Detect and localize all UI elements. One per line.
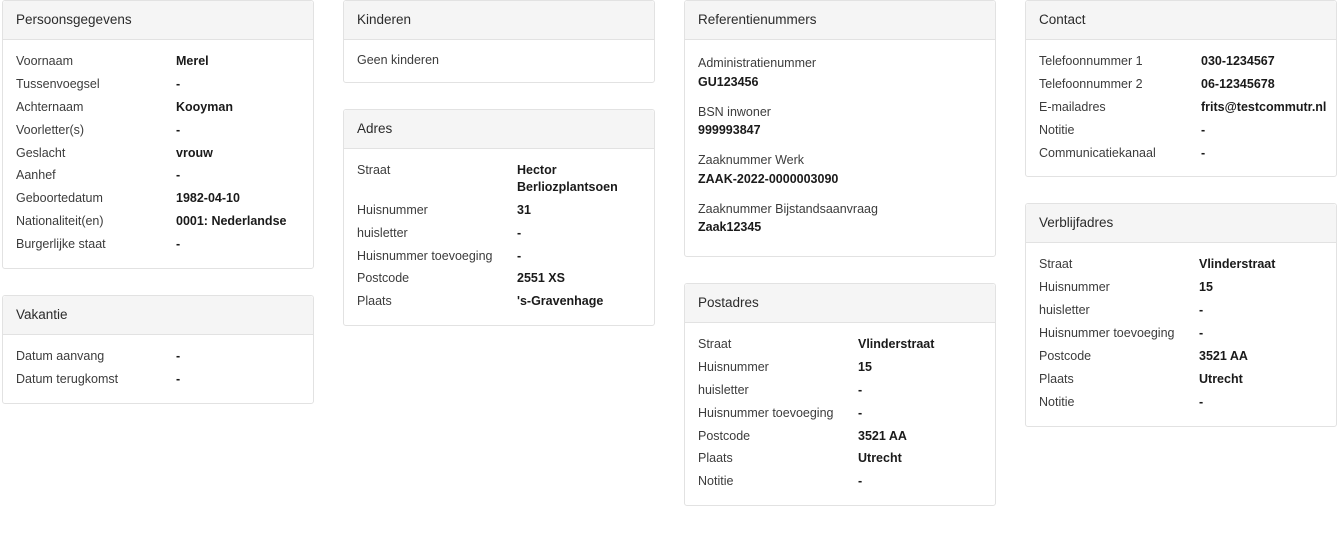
card-title: Referentienummers	[685, 1, 995, 40]
field-value: -	[176, 371, 181, 386]
field-value: Utrecht	[1199, 371, 1243, 386]
column-2	[343, 0, 655, 352]
field-value: -	[1201, 145, 1206, 160]
field-row	[16, 96, 300, 119]
field-row	[1039, 299, 1323, 322]
field-row	[16, 345, 300, 368]
field-value: frits@testcommutr.nl	[1201, 99, 1327, 114]
field-label: Huisnummer toevoeging	[357, 248, 493, 263]
card-body	[685, 323, 995, 505]
field-label: Geboortedatum	[16, 191, 103, 206]
column-1	[2, 0, 314, 430]
field-value: Zaak12345	[698, 220, 762, 235]
card-body	[1026, 40, 1336, 176]
field-label: Geslacht	[16, 145, 66, 160]
field-row	[357, 245, 641, 268]
field-row	[16, 210, 300, 233]
field-label: huisletter	[357, 225, 408, 240]
field-label: Huisnummer toevoeging	[698, 405, 834, 420]
field-row	[16, 73, 300, 96]
card-referentienummers	[684, 0, 996, 257]
field-row	[698, 447, 982, 470]
card-title: Postadres	[685, 284, 995, 323]
field-value: -	[176, 348, 181, 363]
column-4	[1025, 0, 1337, 453]
card-persoonsgegevens	[2, 0, 314, 269]
field-value: -	[517, 248, 522, 263]
field-row	[357, 267, 641, 290]
field-row	[1039, 391, 1323, 414]
card-title: Kinderen	[344, 1, 654, 40]
card-body	[3, 40, 313, 268]
field-row	[1039, 50, 1323, 73]
field-row	[1039, 276, 1323, 299]
field-row	[357, 290, 641, 313]
field-label: Aanhef	[16, 168, 56, 183]
field-label: Datum terugkomst	[16, 371, 119, 386]
card-title: Vakantie	[3, 296, 313, 335]
field-label: Plaats	[1039, 371, 1074, 386]
field-row	[16, 142, 300, 165]
field-label: E-mailadres	[1039, 99, 1106, 114]
field-row	[16, 233, 300, 256]
field-label: Straat	[357, 163, 391, 177]
field-row	[16, 187, 300, 210]
field-value: ZAAK-2022-0000003090	[698, 171, 839, 186]
field-label: Voornaam	[16, 54, 73, 68]
field-label: Communicatiekanaal	[1039, 145, 1156, 160]
field-row	[698, 196, 982, 245]
field-label: Postcode	[1039, 348, 1092, 363]
field-value: 's-Gravenhage	[517, 294, 604, 309]
field-value: -	[1201, 122, 1206, 137]
field-label: Nationaliteit(en)	[16, 214, 104, 229]
field-value: 15	[1199, 280, 1213, 295]
field-value: -	[176, 76, 181, 91]
field-label: huisletter	[1039, 303, 1090, 318]
field-label: Notitie	[698, 474, 734, 489]
column-3	[684, 0, 996, 532]
field-value: -	[1199, 394, 1204, 409]
field-value: Vlinderstraat	[1199, 257, 1276, 272]
field-value: -	[858, 474, 863, 489]
field-label: Tussenvoegsel	[16, 76, 100, 91]
card-body	[1026, 243, 1336, 425]
card-body	[3, 335, 313, 403]
card-body	[685, 40, 995, 256]
card-postadres	[684, 283, 996, 506]
field-row	[1039, 73, 1323, 96]
field-label: huisletter	[698, 382, 749, 397]
field-value: 06-12345678	[1201, 76, 1275, 91]
field-value: 030-1234567	[1201, 54, 1275, 68]
field-row	[698, 470, 982, 493]
card-title: Verblijfadres	[1026, 204, 1336, 243]
field-row	[16, 50, 300, 73]
field-label: Notitie	[1039, 122, 1075, 137]
field-row	[16, 164, 300, 187]
field-label: Zaaknummer Bijstandsaanvraag	[698, 201, 878, 216]
field-row	[698, 402, 982, 425]
field-value: 3521 AA	[1199, 348, 1248, 363]
field-value: vrouw	[176, 145, 213, 160]
field-label: Straat	[1039, 257, 1073, 272]
field-label: BSN inwoner	[698, 104, 771, 119]
field-value: -	[858, 405, 863, 420]
card-contact	[1025, 0, 1337, 177]
field-row	[16, 368, 300, 391]
field-value: Vlinderstraat	[858, 337, 935, 351]
field-value: -	[858, 382, 863, 397]
field-value: -	[1199, 326, 1204, 340]
field-label: Plaats	[357, 294, 392, 309]
field-label: Straat	[698, 337, 732, 351]
card-title: Adres	[344, 110, 654, 149]
card-adres	[343, 109, 655, 326]
card-verblijfadres	[1025, 203, 1337, 426]
field-label: Huisnummer	[357, 202, 428, 217]
field-row	[698, 425, 982, 448]
field-row	[1039, 368, 1323, 391]
field-label: Postcode	[357, 271, 410, 286]
field-label: Huisnummer	[698, 359, 769, 374]
empty-state-text: Geen kinderen	[357, 53, 440, 67]
card-body	[344, 40, 654, 82]
field-value: Hector Berliozplantsoen	[517, 163, 618, 194]
field-label: Telefoonnummer 1	[1039, 54, 1143, 68]
field-value: -	[176, 237, 181, 251]
field-value: Kooyman	[176, 99, 233, 114]
field-label: Burgerlijke staat	[16, 237, 106, 251]
field-row	[698, 379, 982, 402]
field-value: 31	[517, 202, 531, 217]
field-value: -	[517, 225, 522, 240]
field-value: -	[176, 122, 181, 137]
field-value: 3521 AA	[858, 428, 907, 443]
field-value: -	[176, 168, 181, 183]
card-title: Persoonsgegevens	[3, 1, 313, 40]
field-row	[698, 333, 982, 356]
card-body	[344, 149, 654, 325]
field-label: Achternaam	[16, 99, 84, 114]
card-kinderen	[343, 0, 655, 83]
field-row	[357, 159, 641, 199]
field-row	[1039, 96, 1327, 119]
field-label: Plaats	[698, 451, 733, 466]
field-label: Notitie	[1039, 394, 1075, 409]
field-row	[357, 222, 641, 245]
field-row	[1039, 322, 1323, 345]
field-label: Zaaknummer Werk	[698, 153, 805, 167]
field-label: Datum aanvang	[16, 348, 105, 363]
card-title: Contact	[1026, 1, 1336, 40]
field-label: Voorletter(s)	[16, 122, 85, 137]
field-row	[698, 147, 982, 196]
field-label: Telefoonnummer 2	[1039, 76, 1143, 91]
field-row	[1039, 119, 1323, 142]
field-value: 999993847	[698, 123, 761, 138]
field-row	[698, 99, 982, 148]
field-label: Administratienummer	[698, 56, 817, 70]
field-value: Utrecht	[858, 451, 902, 466]
field-value: -	[1199, 303, 1204, 318]
field-label: Huisnummer	[1039, 280, 1110, 295]
field-row	[698, 50, 982, 99]
field-row	[1039, 142, 1323, 165]
field-value: 15	[858, 359, 872, 374]
field-row	[1039, 345, 1323, 368]
field-value: Merel	[176, 54, 209, 68]
field-value: 0001: Nederlandse	[176, 214, 287, 229]
field-label: Postcode	[698, 428, 751, 443]
field-row	[357, 199, 641, 222]
field-value: 1982-04-10	[176, 191, 240, 206]
field-row	[1039, 253, 1323, 276]
card-vakantie	[2, 295, 314, 404]
field-row	[16, 119, 300, 142]
field-value: GU123456	[698, 74, 759, 89]
field-value: 2551 XS	[517, 271, 565, 286]
field-label: Huisnummer toevoeging	[1039, 326, 1175, 340]
field-row	[698, 356, 982, 379]
